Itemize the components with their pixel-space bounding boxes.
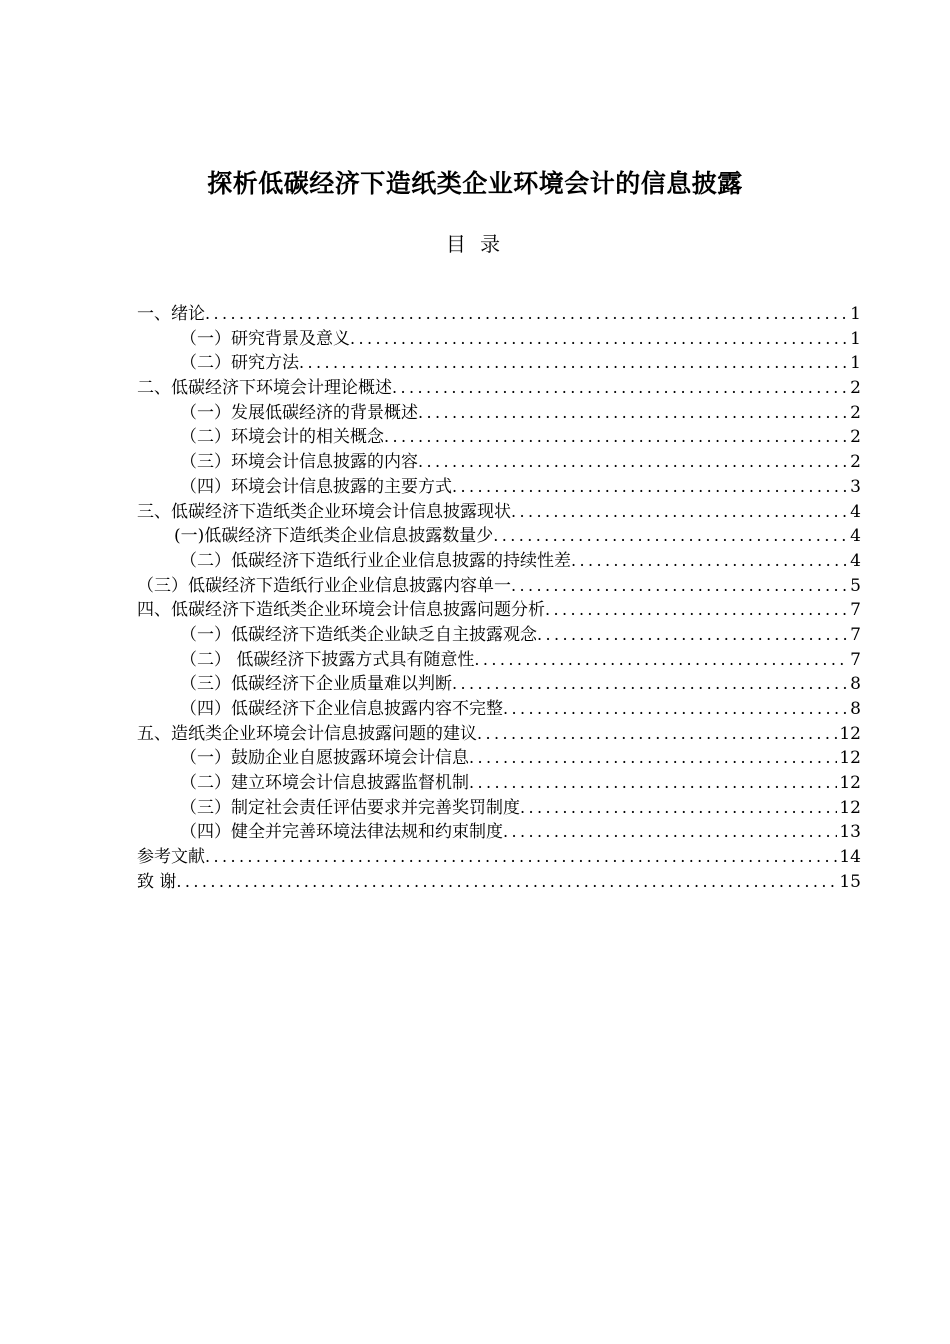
toc-dot-leader — [511, 574, 848, 599]
toc-dot-leader — [545, 598, 848, 623]
toc-entry-label: （三）制定社会责任评估要求并完善奖罚制度 — [180, 797, 520, 818]
toc-entry-label: （二）建立环境会计信息披露监督机制 — [180, 773, 469, 794]
toc-entry-page-number: 12 — [839, 797, 861, 818]
toc-entry-label: 一、绪论 — [137, 304, 205, 324]
toc-entry[interactable] — [137, 845, 861, 870]
toc-entry[interactable] — [137, 870, 861, 895]
toc-entry-label: （三）环境会计信息披露的内容 — [180, 452, 418, 473]
toc-dot-leader — [503, 697, 848, 722]
toc-entry-page-number: 5 — [850, 575, 861, 596]
toc-entry[interactable] — [137, 623, 861, 648]
toc-dot-leader — [474, 648, 848, 673]
toc-entry-page-number: 15 — [839, 871, 861, 892]
toc-entry-page-number: 13 — [839, 822, 861, 843]
toc-entry-label: （一）发展低碳经济的背景概述 — [180, 402, 418, 423]
toc-dot-leader — [537, 623, 848, 648]
toc-dot-leader — [469, 746, 837, 771]
toc-dot-leader — [350, 327, 848, 352]
toc-entry-page-number: 12 — [839, 748, 861, 769]
toc-entry-label: （二）环境会计的相关概念 — [180, 427, 384, 448]
toc-entry-page-number: 2 — [850, 402, 861, 423]
toc-dot-leader — [384, 425, 848, 450]
toc-entry[interactable] — [137, 376, 861, 401]
toc-entry-label: （四）低碳经济下企业信息披露内容不完整 — [180, 699, 503, 719]
toc-dot-leader — [176, 870, 837, 895]
toc-entry-page-number: 8 — [850, 699, 861, 719]
toc-dot-leader — [205, 302, 848, 327]
toc-entry[interactable] — [137, 697, 861, 722]
toc-entry[interactable] — [137, 302, 861, 327]
toc-dot-leader — [477, 722, 837, 747]
toc-entry-page-number: 1 — [850, 304, 861, 324]
toc-entry-label: （一）低碳经济下造纸类企业缺乏自主披露观念 — [180, 624, 537, 645]
toc-dot-leader — [299, 351, 848, 376]
toc-entry-label: （三）低碳经济下造纸行业企业信息披露内容单一 — [137, 575, 511, 596]
toc-entry[interactable] — [137, 475, 861, 500]
toc-entry-label: （二） 低碳经济下披露方式具有随意性 — [180, 649, 475, 670]
toc-dot-leader — [418, 450, 848, 475]
document-title: 探析低碳经济下造纸类企业环境会计的信息披露 — [207, 169, 743, 198]
toc-entry[interactable] — [137, 796, 861, 821]
toc-entry-label: 三、低碳经济下造纸类企业环境会计信息披露现状 — [137, 501, 511, 522]
toc-entry[interactable] — [137, 549, 861, 574]
toc-entry-label: （三）低碳经济下企业质量难以判断 — [180, 674, 452, 695]
toc-entry-page-number: 1 — [850, 353, 861, 374]
toc-entry-label: （一）鼓励企业自愿披露环境会计信息 — [180, 748, 469, 769]
toc-entry-page-number: 12 — [839, 723, 861, 744]
toc-entry-label: （四）环境会计信息披露的主要方式 — [180, 476, 452, 497]
toc-entry[interactable] — [137, 672, 861, 697]
toc-entry-label: 致 谢 — [137, 871, 177, 892]
toc-entry[interactable] — [137, 746, 861, 771]
toc-dot-leader — [418, 401, 848, 426]
toc-dot-leader — [452, 475, 848, 500]
toc-entry-page-number: 7 — [850, 600, 861, 621]
toc-entry-label: (一)低碳经济下造纸类企业信息披露数量少 — [174, 526, 494, 547]
toc-entry-page-number: 1 — [850, 328, 861, 349]
toc-entry-label: （二）低碳经济下造纸行业企业信息披露的持续性差 — [180, 550, 571, 571]
toc-entry-page-number: 14 — [839, 847, 861, 868]
toc-entry-page-number: 4 — [850, 501, 861, 522]
toc-entry-page-number: 2 — [850, 427, 861, 448]
toc-entry-page-number: 7 — [850, 624, 861, 645]
toc-entry-label: 五、造纸类企业环境会计信息披露问题的建议 — [137, 723, 477, 744]
toc-entry-page-number: 2 — [850, 378, 861, 399]
toc-entry-label: 二、低碳经济下环境会计理论概述 — [137, 378, 392, 399]
toc-entry[interactable] — [137, 524, 861, 549]
toc-entry-page-number: 4 — [850, 526, 861, 547]
toc-dot-leader — [503, 820, 837, 845]
toc-entry[interactable] — [137, 598, 861, 623]
table-of-contents — [137, 302, 861, 895]
toc-entry[interactable] — [137, 425, 861, 450]
toc-entry[interactable] — [137, 722, 861, 747]
toc-entry[interactable] — [137, 401, 861, 426]
toc-entry-page-number: 8 — [850, 674, 861, 695]
toc-entry-label: （四）健全并完善环境法律法规和约束制度 — [180, 822, 503, 843]
toc-dot-leader — [493, 524, 848, 549]
toc-entry-label: （二）研究方法 — [180, 353, 299, 374]
toc-dot-leader — [571, 549, 848, 574]
toc-entry-label: （一）研究背景及意义 — [180, 328, 350, 349]
toc-dot-leader — [452, 672, 848, 697]
toc-entry-page-number: 2 — [850, 452, 861, 473]
toc-dot-leader — [511, 500, 848, 525]
toc-entry-page-number: 3 — [850, 476, 861, 497]
toc-entry[interactable] — [137, 648, 861, 673]
toc-entry-label: 四、低碳经济下造纸类企业环境会计信息披露问题分析 — [137, 600, 545, 621]
toc-entry[interactable] — [137, 327, 861, 352]
toc-entry-label: 参考文献 — [137, 847, 205, 868]
toc-entry-page-number: 7 — [850, 649, 861, 670]
toc-entry[interactable] — [137, 820, 861, 845]
toc-dot-leader — [392, 376, 848, 401]
toc-entry[interactable] — [137, 500, 861, 525]
toc-dot-leader — [205, 845, 837, 870]
toc-dot-leader — [469, 771, 837, 796]
toc-entry[interactable] — [137, 351, 861, 376]
toc-entry-page-number: 4 — [850, 550, 861, 571]
toc-dot-leader — [520, 796, 837, 821]
toc-heading: 目 录 — [445, 232, 505, 256]
toc-entry[interactable] — [137, 574, 861, 599]
toc-entry-page-number: 12 — [839, 773, 861, 794]
toc-entry[interactable] — [137, 771, 861, 796]
toc-entry[interactable] — [137, 450, 861, 475]
